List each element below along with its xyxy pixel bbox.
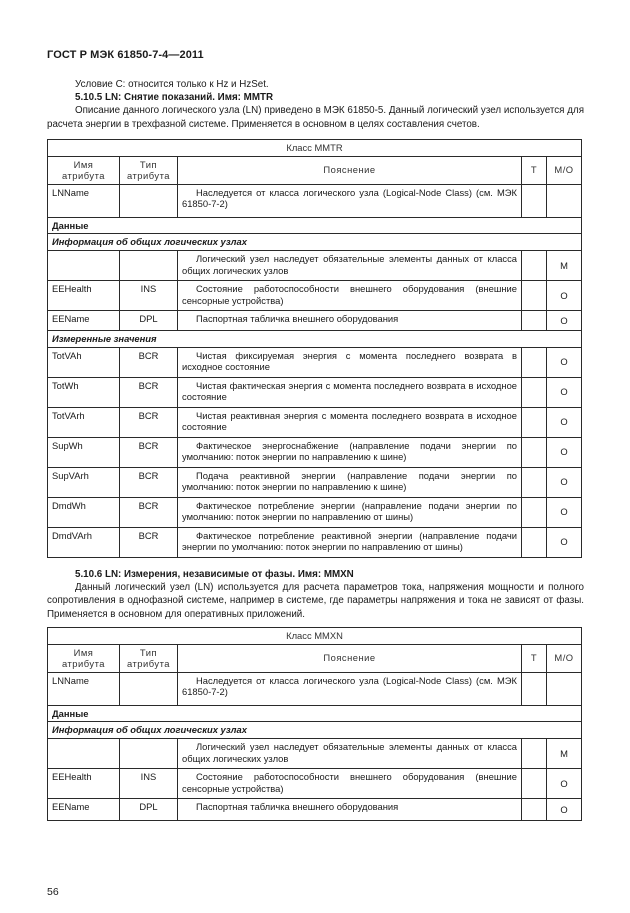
table-row xyxy=(48,467,582,497)
table-mmxn xyxy=(47,627,582,821)
attr-name: LNName xyxy=(48,672,120,705)
attr-mo: O xyxy=(547,497,582,527)
attr-desc: Фактическое потребление реактивной энергии (направление подачи энергии по умолчанию: поток энергии по направлению от шины) xyxy=(178,527,522,557)
table-row xyxy=(48,672,582,705)
col-header-mo: М/О xyxy=(547,156,582,184)
document-header: ГОСТ Р МЭК 61850-7-4—2011 xyxy=(47,49,204,61)
section-row-data: Данные xyxy=(48,217,582,234)
attr-desc: Чистая фиксируемая энергия с момента последнего возврата в исходное состояние xyxy=(178,347,522,377)
attr-mo: O xyxy=(547,377,582,407)
attr-desc: Фактическое потребление энергии (направление подачи энергии по умолчанию: поток энергии по направлению от шины) xyxy=(178,497,522,527)
section-heading-mmxn: 5.10.6 LN: Измерения, независимые от фазы. Имя: MMXN xyxy=(75,569,354,580)
col-header-type: Тип атрибута xyxy=(120,156,178,184)
attr-type: BCR xyxy=(120,467,178,497)
col-header-mo: М/О xyxy=(547,644,582,672)
attr-type: BCR xyxy=(120,347,178,377)
attr-name: LNName xyxy=(48,184,120,217)
attr-type: INS xyxy=(120,280,178,310)
attr-name: SupVArh xyxy=(48,467,120,497)
col-header-t: Т xyxy=(522,644,547,672)
table-row xyxy=(48,250,582,280)
attr-name: DmdWh xyxy=(48,497,120,527)
attr-mo: O xyxy=(547,768,582,798)
table-row xyxy=(48,407,582,437)
attr-type: BCR xyxy=(120,437,178,467)
col-header-desc: Пояснение xyxy=(178,644,522,672)
section-paragraph-mmxn: Данный логический узел (LN) используется для расчета параметров тока, напряжения мощности и полного сопротивления в однофазной системе, например в системе, где параметры напряжения и тока не зависят от фазы. Применяется в основном для оперативных приложений. xyxy=(47,582,584,620)
attr-type: INS xyxy=(120,768,178,798)
col-header-name: Имя атрибута xyxy=(48,156,120,184)
attr-desc: Состояние работоспособности внешнего оборудования (внешние сенсорные устройства) xyxy=(178,280,522,310)
attr-type: DPL xyxy=(120,310,178,330)
attr-mo: O xyxy=(547,527,582,557)
attr-name: EEHealth xyxy=(48,768,120,798)
attr-desc: Чистая реактивная энергия с момента последнего возврата в исходное состояние xyxy=(178,407,522,437)
attr-desc: Наследуется от класса логического узла (Logical-Node Class) (см. МЭК 61850-7-2) xyxy=(178,184,522,217)
attr-desc: Логический узел наследует обязательные элементы данных от класса общих логических узлов xyxy=(178,250,522,280)
table-row xyxy=(48,798,582,820)
subsection-row-common: Информация об общих логических узлах xyxy=(48,234,582,251)
attr-desc: Наследуется от класса логического узла (Logical-Node Class) (см. МЭК 61850-7-2) xyxy=(178,672,522,705)
attr-mo: M xyxy=(547,250,582,280)
attr-desc: Логический узел наследует обязательные элементы данных от класса общих логических узлов xyxy=(178,738,522,768)
subsection-row-common: Информация об общих логических узлах xyxy=(48,722,582,739)
attr-mo: O xyxy=(547,407,582,437)
attr-type: DPL xyxy=(120,798,178,820)
intro-block-2 xyxy=(47,568,584,621)
col-header-type: Тип атрибута xyxy=(120,644,178,672)
section-paragraph-mmtr: Описание данного логического узла (LN) приведено в МЭК 61850-5. Данный логический узел используется для расчета энергии в трехфазной системе. Применяется в основном в целях составления счетов. xyxy=(47,105,584,130)
table-row xyxy=(48,184,582,217)
condition-note: Условие С: относится только к Hz и HzSet. xyxy=(75,79,269,90)
attr-mo: O xyxy=(547,280,582,310)
attr-desc: Паспортная табличка внешнего оборудования xyxy=(178,310,522,330)
col-header-desc: Пояснение xyxy=(178,156,522,184)
attr-name: EEName xyxy=(48,798,120,820)
section-row-data: Данные xyxy=(48,705,582,722)
table-row xyxy=(48,497,582,527)
table-row xyxy=(48,280,582,310)
table-caption: Класс MMXN xyxy=(48,628,582,645)
attr-type: BCR xyxy=(120,497,178,527)
table-row xyxy=(48,768,582,798)
attr-name: EEName xyxy=(48,310,120,330)
attr-desc: Фактическое энергоснабжение (направление подачи энергии по умолчанию: поток энергии по направлению к шине) xyxy=(178,437,522,467)
attr-name: SupWh xyxy=(48,437,120,467)
attr-desc: Состояние работоспособности внешнего оборудования (внешние сенсорные устройства) xyxy=(178,768,522,798)
attr-mo: O xyxy=(547,310,582,330)
table-row xyxy=(48,527,582,557)
attr-type: BCR xyxy=(120,377,178,407)
attr-desc: Паспортная табличка внешнего оборудования xyxy=(178,798,522,820)
subsection-row-measured: Измеренные значения xyxy=(48,330,582,347)
table-row xyxy=(48,738,582,768)
attr-name: TotVArh xyxy=(48,407,120,437)
attr-desc: Чистая фактическая энергия с момента последнего возврата в исходное состояние xyxy=(178,377,522,407)
table-row xyxy=(48,377,582,407)
attr-mo: M xyxy=(547,738,582,768)
attr-name: TotWh xyxy=(48,377,120,407)
attr-name: TotVAh xyxy=(48,347,120,377)
intro-block-1 xyxy=(47,78,584,131)
table-row xyxy=(48,310,582,330)
attr-mo: O xyxy=(547,467,582,497)
attr-mo: O xyxy=(547,798,582,820)
attr-mo: O xyxy=(547,437,582,467)
page-number: 56 xyxy=(47,886,59,898)
attr-type: BCR xyxy=(120,407,178,437)
table-row xyxy=(48,347,582,377)
col-header-t: Т xyxy=(522,156,547,184)
attr-name: EEHealth xyxy=(48,280,120,310)
table-row xyxy=(48,437,582,467)
attr-name: DmdVArh xyxy=(48,527,120,557)
col-header-name: Имя атрибута xyxy=(48,644,120,672)
table-mmtr xyxy=(47,139,582,558)
section-heading-mmtr: 5.10.5 LN: Снятие показаний. Имя: MMTR xyxy=(75,92,274,104)
attr-type: BCR xyxy=(120,527,178,557)
table-caption: Класс MMTR xyxy=(48,140,582,157)
attr-mo: O xyxy=(547,347,582,377)
attr-desc: Подача реактивной энергии (направление подачи энергии по умолчанию: поток энергии по направлению к шине) xyxy=(178,467,522,497)
